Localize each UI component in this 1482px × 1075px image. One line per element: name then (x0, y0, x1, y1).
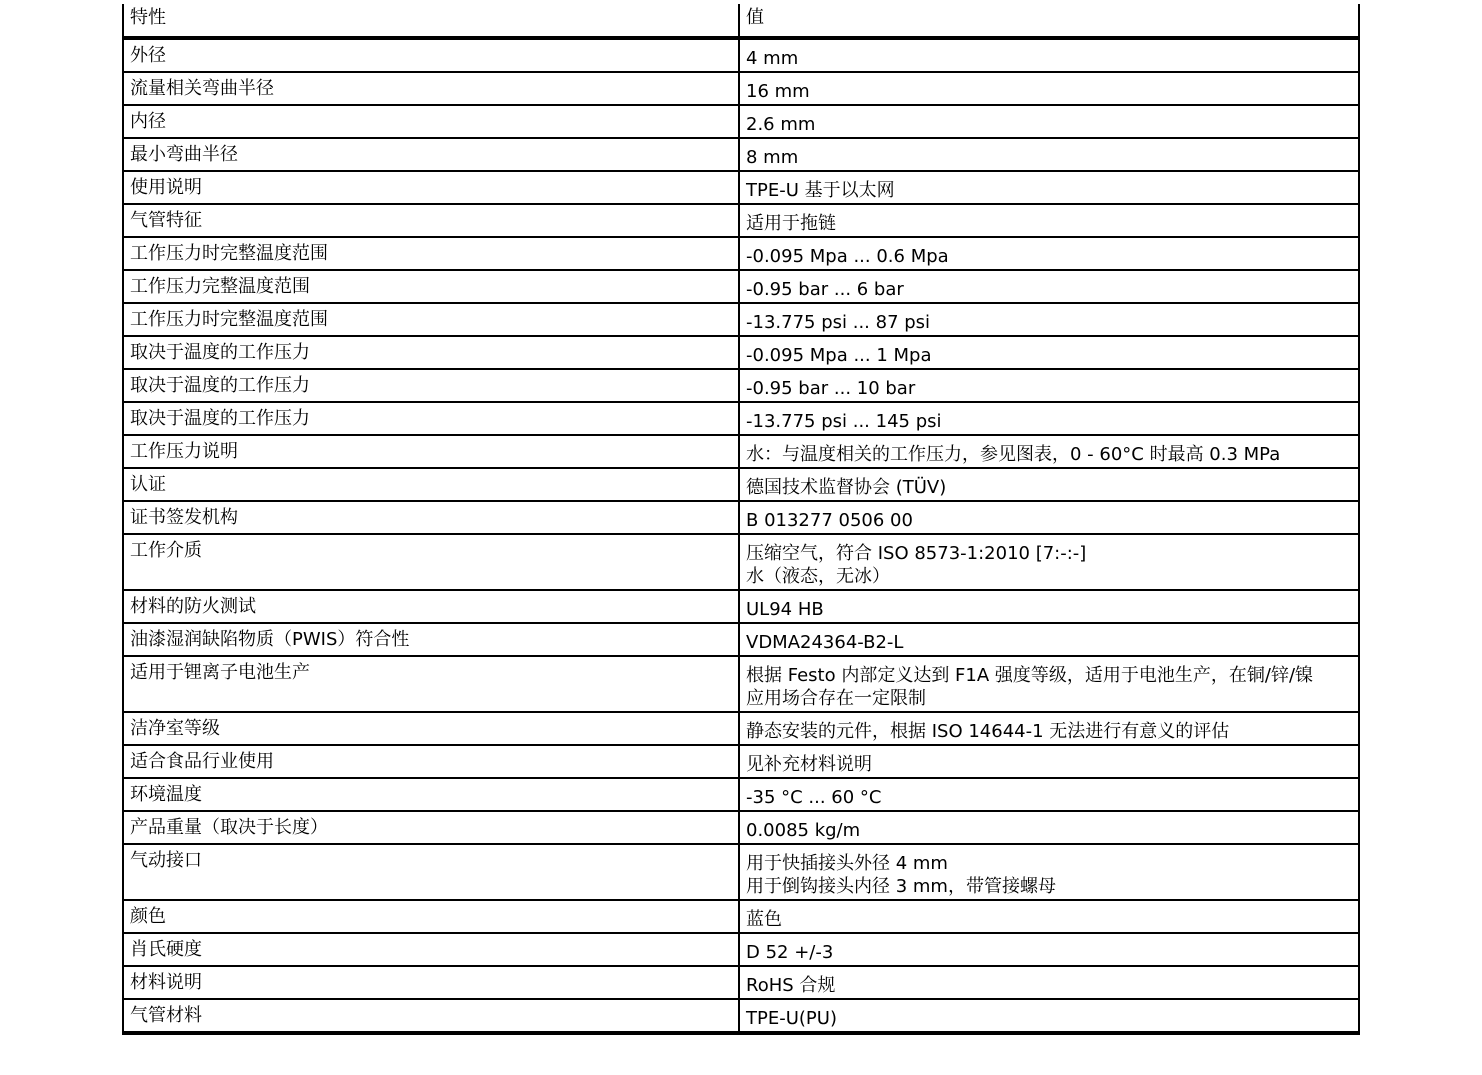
table-row (123, 811, 1359, 844)
table-row (123, 966, 1359, 999)
value-cell (739, 204, 1359, 237)
table-row (123, 336, 1359, 369)
value-line: -13.775 psi ... 87 psi (746, 312, 931, 333)
value-line: RoHS 合规 (746, 975, 836, 996)
spec-table-header (123, 4, 1359, 38)
value-cell (739, 402, 1359, 435)
table-row (123, 999, 1359, 1033)
property-cell: 工作介质 (123, 534, 739, 590)
table-row (123, 712, 1359, 745)
value-line: 根据 Festo 内部定义达到 F1A 强度等级，适用于电池生产，在铜/锌/镍 (746, 665, 1314, 686)
value-cell (739, 336, 1359, 369)
value-line: 压缩空气，符合 ISO 8573-1:2010 [7:-:-] (746, 543, 1087, 564)
table-row (123, 900, 1359, 933)
value-line: 水（液态，无冰） (746, 566, 890, 587)
value-line: 德国技术监督协会 (TÜV) (746, 477, 947, 498)
table-row (123, 435, 1359, 468)
value-cell (739, 72, 1359, 105)
table-row (123, 303, 1359, 336)
header-row (123, 4, 1359, 38)
value-line: -13.775 psi ... 145 psi (746, 411, 942, 432)
property-cell: 工作压力说明 (123, 435, 739, 468)
value-cell (739, 778, 1359, 811)
property-cell: 气管特征 (123, 204, 739, 237)
property-cell: 适合食品行业使用 (123, 745, 739, 778)
table-row (123, 204, 1359, 237)
value-cell (739, 933, 1359, 966)
property-cell: 工作压力完整温度范围 (123, 270, 739, 303)
value-line: 2.6 mm (746, 114, 816, 135)
header-property: 特性 (123, 4, 739, 38)
value-cell (739, 105, 1359, 138)
table-row (123, 72, 1359, 105)
property-cell: 使用说明 (123, 171, 739, 204)
property-cell: 气动接口 (123, 844, 739, 900)
table-row (123, 138, 1359, 171)
property-cell: 洁净室等级 (123, 712, 739, 745)
value-line: VDMA24364-B2-L (746, 632, 904, 653)
table-row (123, 468, 1359, 501)
spec-table (122, 4, 1360, 1035)
value-line: 应用场合存在一定限制 (746, 688, 926, 709)
value-line: 8 mm (746, 147, 799, 168)
property-cell: 流量相关弯曲半径 (123, 72, 739, 105)
value-cell (739, 966, 1359, 999)
value-line: 16 mm (746, 81, 810, 102)
value-line: 0.0085 kg/m (746, 820, 861, 841)
property-cell: 材料说明 (123, 966, 739, 999)
property-cell: 适用于锂离子电池生产 (123, 656, 739, 712)
property-cell: 工作压力时完整温度范围 (123, 303, 739, 336)
value-cell (739, 590, 1359, 623)
property-cell: 取决于温度的工作压力 (123, 402, 739, 435)
table-row (123, 501, 1359, 534)
table-row (123, 171, 1359, 204)
value-line: 蓝色 (746, 909, 782, 930)
value-cell (739, 844, 1359, 900)
table-row (123, 778, 1359, 811)
table-row (123, 656, 1359, 712)
value-line: 4 mm (746, 48, 799, 69)
property-cell: 气管材料 (123, 999, 739, 1033)
table-row (123, 590, 1359, 623)
table-row (123, 402, 1359, 435)
property-cell: 取决于温度的工作压力 (123, 336, 739, 369)
value-line: 用于快插接头外径 4 mm (746, 853, 948, 874)
property-cell: 环境温度 (123, 778, 739, 811)
property-cell: 内径 (123, 105, 739, 138)
value-line: D 52 +/-3 (746, 942, 834, 963)
value-cell (739, 623, 1359, 656)
property-cell: 证书签发机构 (123, 501, 739, 534)
value-cell (739, 468, 1359, 501)
table-row (123, 534, 1359, 590)
value-cell (739, 270, 1359, 303)
property-cell: 认证 (123, 468, 739, 501)
value-line: 用于倒钩接头内径 3 mm，带管接螺母 (746, 876, 1056, 897)
property-cell: 油漆湿润缺陷物质（PWIS）符合性 (123, 623, 739, 656)
value-line: UL94 HB (746, 599, 824, 620)
value-line: 适用于拖链 (746, 213, 836, 234)
value-line: -0.95 bar ... 10 bar (746, 378, 916, 399)
property-cell: 最小弯曲半径 (123, 138, 739, 171)
value-cell (739, 38, 1359, 72)
property-cell: 材料的防火测试 (123, 590, 739, 623)
value-cell (739, 171, 1359, 204)
property-cell: 颜色 (123, 900, 739, 933)
property-cell: 肖氏硬度 (123, 933, 739, 966)
value-cell (739, 811, 1359, 844)
value-line: 静态安装的元件，根据 ISO 14644-1 无法进行有意义的评估 (746, 721, 1230, 742)
header-value: 值 (739, 4, 1359, 38)
value-cell (739, 435, 1359, 468)
property-cell: 工作压力时完整温度范围 (123, 237, 739, 270)
spec-table-body (123, 38, 1359, 1033)
value-line: 水：与温度相关的工作压力，参见图表，0 - 60°C 时最高 0.3 MPa (746, 444, 1281, 465)
property-cell: 产品重量（取决于长度） (123, 811, 739, 844)
value-cell (739, 303, 1359, 336)
value-cell (739, 745, 1359, 778)
table-row (123, 105, 1359, 138)
table-row (123, 623, 1359, 656)
table-row (123, 38, 1359, 72)
value-cell (739, 138, 1359, 171)
table-row (123, 933, 1359, 966)
value-line: -0.95 bar ... 6 bar (746, 279, 904, 300)
table-row (123, 237, 1359, 270)
value-line: TPE-U(PU) (746, 1008, 837, 1029)
value-line: TPE-U 基于以太网 (746, 180, 895, 201)
value-cell (739, 534, 1359, 590)
value-cell (739, 999, 1359, 1033)
value-line: 见补充材料说明 (746, 754, 872, 775)
property-cell: 外径 (123, 38, 739, 72)
table-row (123, 369, 1359, 402)
value-cell (739, 656, 1359, 712)
value-cell (739, 501, 1359, 534)
value-cell (739, 369, 1359, 402)
table-row (123, 844, 1359, 900)
value-cell (739, 237, 1359, 270)
value-cell (739, 900, 1359, 933)
value-line: -0.095 Mpa ... 1 Mpa (746, 345, 932, 366)
value-line: -35 °C ... 60 °C (746, 787, 882, 808)
value-cell (739, 712, 1359, 745)
table-row (123, 270, 1359, 303)
value-line: -0.095 Mpa ... 0.6 Mpa (746, 246, 949, 267)
table-row (123, 745, 1359, 778)
value-line: B 013277 0506 00 (746, 510, 913, 531)
property-cell: 取决于温度的工作压力 (123, 369, 739, 402)
